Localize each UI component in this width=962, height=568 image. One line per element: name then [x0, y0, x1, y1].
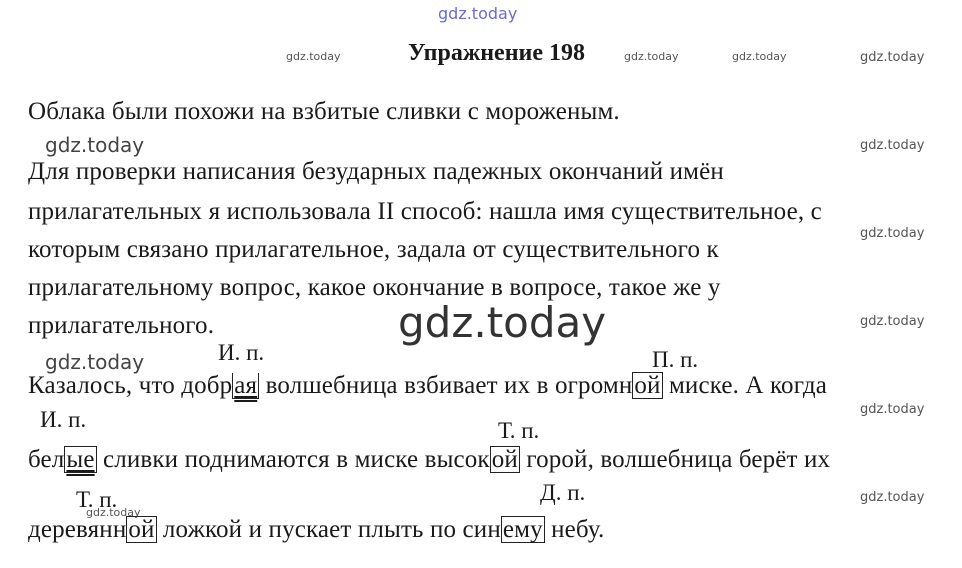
text-fragment: ложкой и пускает плыть по син [156, 516, 501, 543]
watermark: gdz.today [286, 50, 341, 63]
watermark-top: gdz.today [438, 4, 518, 23]
text-fragment: Казалось, что добр [28, 372, 233, 399]
text-fragment: бел [28, 446, 65, 473]
watermark: gdz.today [86, 506, 141, 519]
sentence-line: Облака были похожи на взбитые сливки с мороженым. [28, 98, 620, 125]
text-fragment: небу. [544, 516, 605, 543]
case-label: И. п. [40, 407, 87, 432]
text-fragment: горой, волшебница берёт их [519, 446, 831, 473]
watermark: gdz.today [45, 350, 145, 374]
watermark: gdz.today [860, 490, 925, 505]
watermark: gdz.today [860, 402, 925, 417]
watermark: gdz.today [860, 138, 925, 153]
watermark-large: gdz.today [398, 298, 607, 347]
watermark: gdz.today [45, 133, 145, 157]
adjective-ending: ой [128, 516, 155, 543]
case-label: Д. п. [540, 480, 586, 505]
adjective-ending: ему [502, 516, 543, 543]
adjective-ending: ой [491, 446, 518, 473]
explanation-line: Для проверки написания безударных падежных окончаний имён [28, 158, 724, 185]
adjective-ending: ые [66, 446, 95, 473]
text-fragment: деревянн [28, 516, 127, 543]
page-title: Упражнение 198 [408, 40, 586, 66]
text-fragment: миске. А когда [662, 372, 827, 399]
adjective-ending: ой [634, 372, 661, 399]
case-label: И. п. [218, 340, 265, 365]
text-fragment: волшебница взбивает их в огромн [259, 372, 633, 399]
explanation-line: прилагательному вопрос, какое окончание в вопросе, такое же у [28, 274, 721, 301]
adjective-ending: ая [234, 372, 258, 399]
watermark: gdz.today [624, 50, 679, 63]
explanation-line: прилагательного. [28, 312, 215, 339]
case-label: П. п. [652, 347, 699, 372]
explanation-line: прилагательных я использовала II способ: нашла имя существительное, с [28, 198, 822, 225]
sentence-line [28, 516, 604, 544]
watermark: gdz.today [860, 50, 925, 65]
explanation-line: которым связано прилагательное, задала от существительного к [28, 236, 719, 263]
text-fragment: сливки поднимаются в миске высок [96, 446, 490, 473]
watermark: gdz.today [860, 226, 925, 241]
case-label: Т. п. [76, 487, 118, 512]
case-label: Т. п. [498, 418, 540, 443]
watermark: gdz.today [860, 314, 925, 329]
watermark: gdz.today [732, 50, 787, 63]
sentence-line [28, 446, 830, 474]
sentence-line [28, 372, 827, 400]
